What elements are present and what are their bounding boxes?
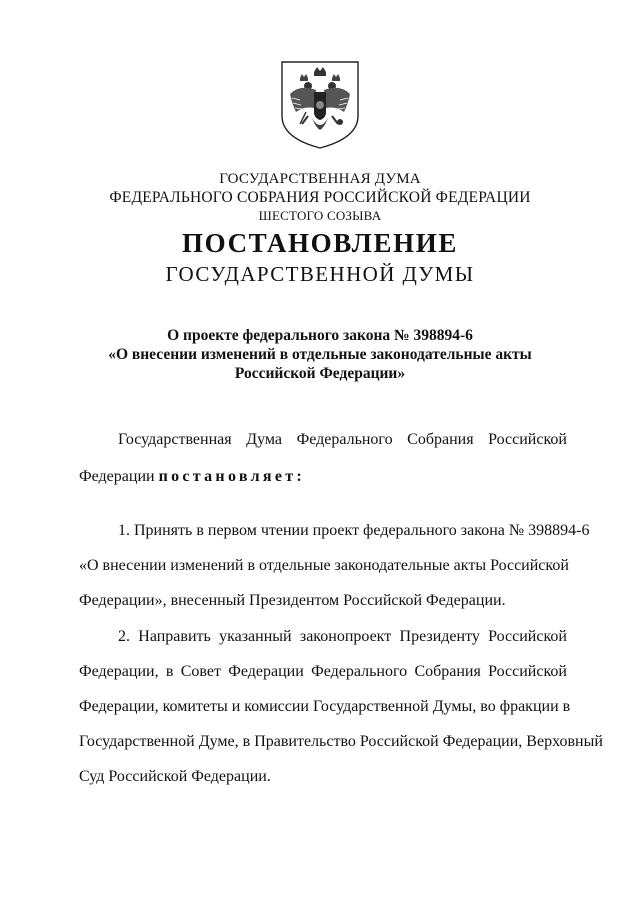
item-2-line-5: Суд Российской Федерации. bbox=[79, 768, 271, 785]
preamble-word: Государственная bbox=[118, 431, 232, 448]
resolves-verb: постановляет: bbox=[158, 468, 306, 485]
item-1-line-1: 1. Принять в первом чтении проект федерального закона № 398894-6 bbox=[118, 522, 590, 539]
subject-line-1: О проекте федерального закона № 398894-6 bbox=[167, 327, 473, 344]
item-2-line-4: Государственной Думе, в Правительство Российской Федерации, Верховный bbox=[79, 733, 603, 750]
preamble-word: Российской bbox=[488, 431, 567, 448]
document-type-title: ПОСТАНОВЛЕНИЕ bbox=[182, 228, 458, 258]
org-name-line-1: ГОСУДАРСТВЕННАЯ ДУМА bbox=[219, 171, 421, 187]
preamble-word: Дума bbox=[246, 431, 282, 448]
convocation-line: ШЕСТОГО СОЗЫВА bbox=[258, 208, 382, 223]
item-1-line-3: Федерации», внесенный Президентом Российской Федерации. bbox=[79, 592, 506, 609]
coat-of-arms-emblem bbox=[278, 58, 362, 154]
item-1-line-2: «О внесении изменений в отдельные законодательные акты Российской bbox=[79, 557, 569, 574]
item-2-line-3: Федерации, комитеты и комиссии Государственной Думы, во фракции в bbox=[79, 698, 571, 715]
preamble-start: Федерации bbox=[79, 468, 155, 485]
preamble-line-2 bbox=[79, 467, 567, 487]
item-2-line-1: 2. Направить указанный законопроект Президенту Российской bbox=[118, 628, 567, 645]
subject-line-3: Российской Федерации» bbox=[234, 365, 406, 382]
preamble-word: Собрания bbox=[407, 431, 474, 448]
preamble-word: Федерального bbox=[296, 431, 393, 448]
document-type-subtitle: ГОСУДАРСТВЕННОЙ ДУМЫ bbox=[165, 262, 475, 286]
subject-line-2: «О внесении изменений в отдельные законодательные акты bbox=[108, 346, 532, 363]
org-name-line-2: ФЕДЕРАЛЬНОГО СОБРАНИЯ РОССИЙСКОЙ ФЕДЕРАЦИИ bbox=[109, 189, 531, 206]
preamble-line-1 bbox=[118, 430, 567, 450]
item-2-line-2: Федерации, в Совет Федерации Федерального Собрания Российской bbox=[79, 663, 567, 680]
